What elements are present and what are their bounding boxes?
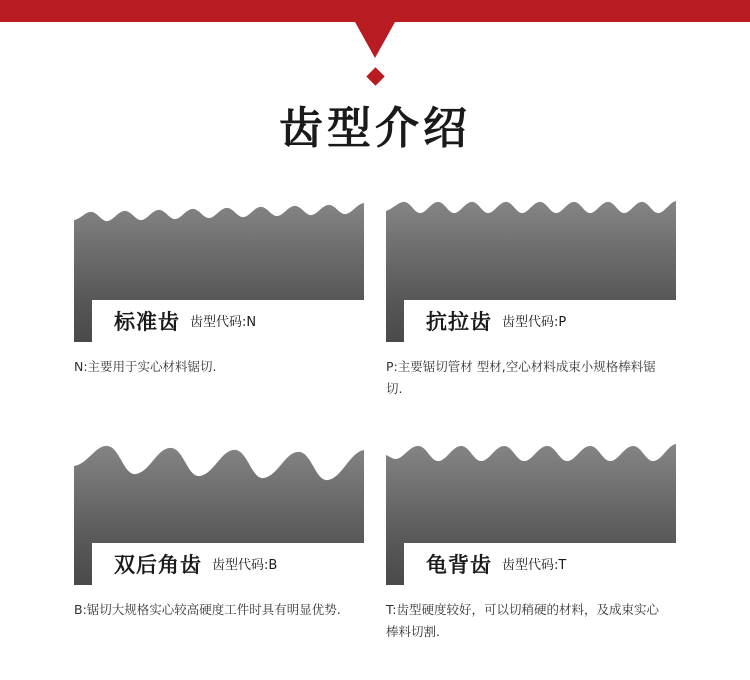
tooth-name: 双后角齿 bbox=[114, 553, 202, 578]
tooth-name: 龟背齿 bbox=[426, 553, 492, 578]
tooth-name: 标准齿 bbox=[114, 310, 180, 335]
tooth-card bbox=[386, 187, 676, 400]
top-red-banner bbox=[0, 0, 750, 62]
row-spacer bbox=[74, 410, 676, 430]
tooth-label-bar bbox=[92, 543, 364, 585]
tooth-code: 齿型代码:T bbox=[502, 558, 567, 574]
tooth-label-bar bbox=[404, 300, 676, 342]
tooth-card bbox=[74, 187, 364, 400]
tooth-description: B:锯切大规格实心较高硬度工件时具有明显优势. bbox=[74, 602, 341, 618]
diamond-icon bbox=[366, 67, 384, 85]
tooth-description: N:主要用于实心材料锯切. bbox=[74, 359, 217, 375]
tooth-label-bar bbox=[404, 543, 676, 585]
page-title: 齿型介绍 bbox=[279, 103, 471, 154]
tooth-label-bar bbox=[92, 300, 364, 342]
tooth-description: P:主要锯切管材 型材,空心材料成束小规格棒料锯切. bbox=[386, 359, 656, 397]
tooth-code: 齿型代码:P bbox=[502, 315, 567, 331]
tooth-code: 齿型代码:B bbox=[212, 558, 278, 574]
title-block bbox=[0, 70, 750, 153]
tooth-name: 抗拉齿 bbox=[426, 310, 492, 335]
banner-shape bbox=[0, 0, 750, 62]
tooth-card bbox=[386, 430, 676, 643]
tooth-profile-grid bbox=[0, 187, 750, 653]
tooth-description: T:齿型硬度较好，可以切稍硬的材料，及成束实心棒料切割. bbox=[386, 602, 659, 640]
tooth-code: 齿型代码:N bbox=[190, 315, 257, 331]
tooth-card bbox=[74, 430, 364, 643]
